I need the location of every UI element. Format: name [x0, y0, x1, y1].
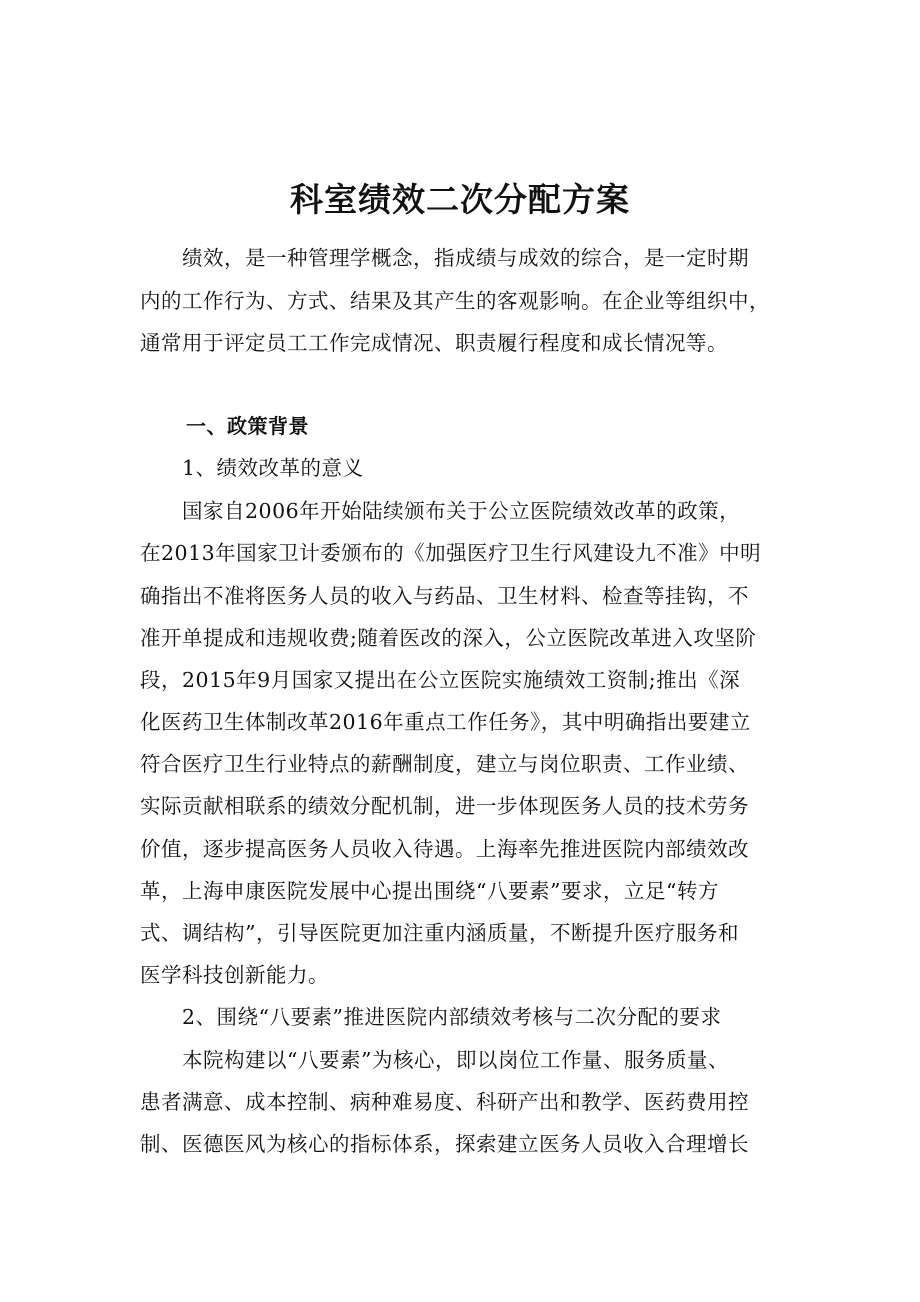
intro-line: 绩效，是一种管理学概念，指成绩与成效的综合，是一定时期	[182, 246, 749, 270]
paragraph-line: 革，上海申康医院发展中心提出围绕“八要素”要求，立足“转方	[140, 879, 719, 903]
intro-line: 内的工作行为、方式、结果及其产生的客观影响。在企业等组织中，	[140, 289, 770, 313]
paragraph-line: 段，2015年9月国家又提出在公立医院实施绩效工资制;推出《深	[140, 668, 741, 692]
intro-line: 通常用于评定员工工作完成情况、职责履行程度和成长情况等。	[140, 331, 728, 355]
paragraph-line: 制、医德医风为核心的指标体系，探索建立医务人员收入合理增长	[140, 1132, 749, 1156]
document-title: 科室绩效二次分配方案	[290, 180, 630, 219]
paragraph-line: 准开单提成和违规收费;随着医改的深入，公立医院改革进入攻坚阶	[140, 626, 757, 650]
paragraph-line: 患者满意、成本控制、病种难易度、科研产出和教学、医药费用控	[140, 1090, 749, 1114]
paragraph-line: 在2013年国家卫计委颁布的《加强医疗卫生行风建设九不准》中明	[140, 541, 762, 565]
subsection-title: 2、围绕“八要素”推进医院内部绩效考核与二次分配的要求	[182, 1005, 722, 1029]
paragraph-line: 本院构建以“八要素”为核心，即以岗位工作量、服务质量、	[182, 1048, 729, 1072]
paragraph-line: 符合医疗卫生行业特点的薪酬制度，建立与岗位职责、工作业绩、	[140, 752, 749, 776]
paragraph-line: 化医药卫生体制改革2016年重点工作任务》，其中明确指出要建立	[140, 710, 751, 734]
subsection-title: 1、绩效改革的意义	[182, 456, 364, 480]
paragraph-line: 医学科技创新能力。	[140, 963, 329, 987]
paragraph-line: 确指出不准将医务人员的收入与药品、卫生材料、检查等挂钩，不	[140, 584, 749, 608]
paragraph-line: 实际贡献相联系的绩效分配机制，进一步体现医务人员的技术劳务	[140, 794, 749, 818]
section-heading: 一、政策背景	[186, 414, 309, 438]
paragraph-line: 国家自2006年开始陆续颁布关于公立医院绩效改革的政策，	[182, 499, 741, 523]
paragraph-line: 价值，逐步提高医务人员收入待遇。上海率先推进医院内部绩效改	[140, 837, 749, 861]
paragraph-line: 式、调结构”，引导医院更加注重内涵质量，不断提升医疗服务和	[140, 921, 739, 945]
